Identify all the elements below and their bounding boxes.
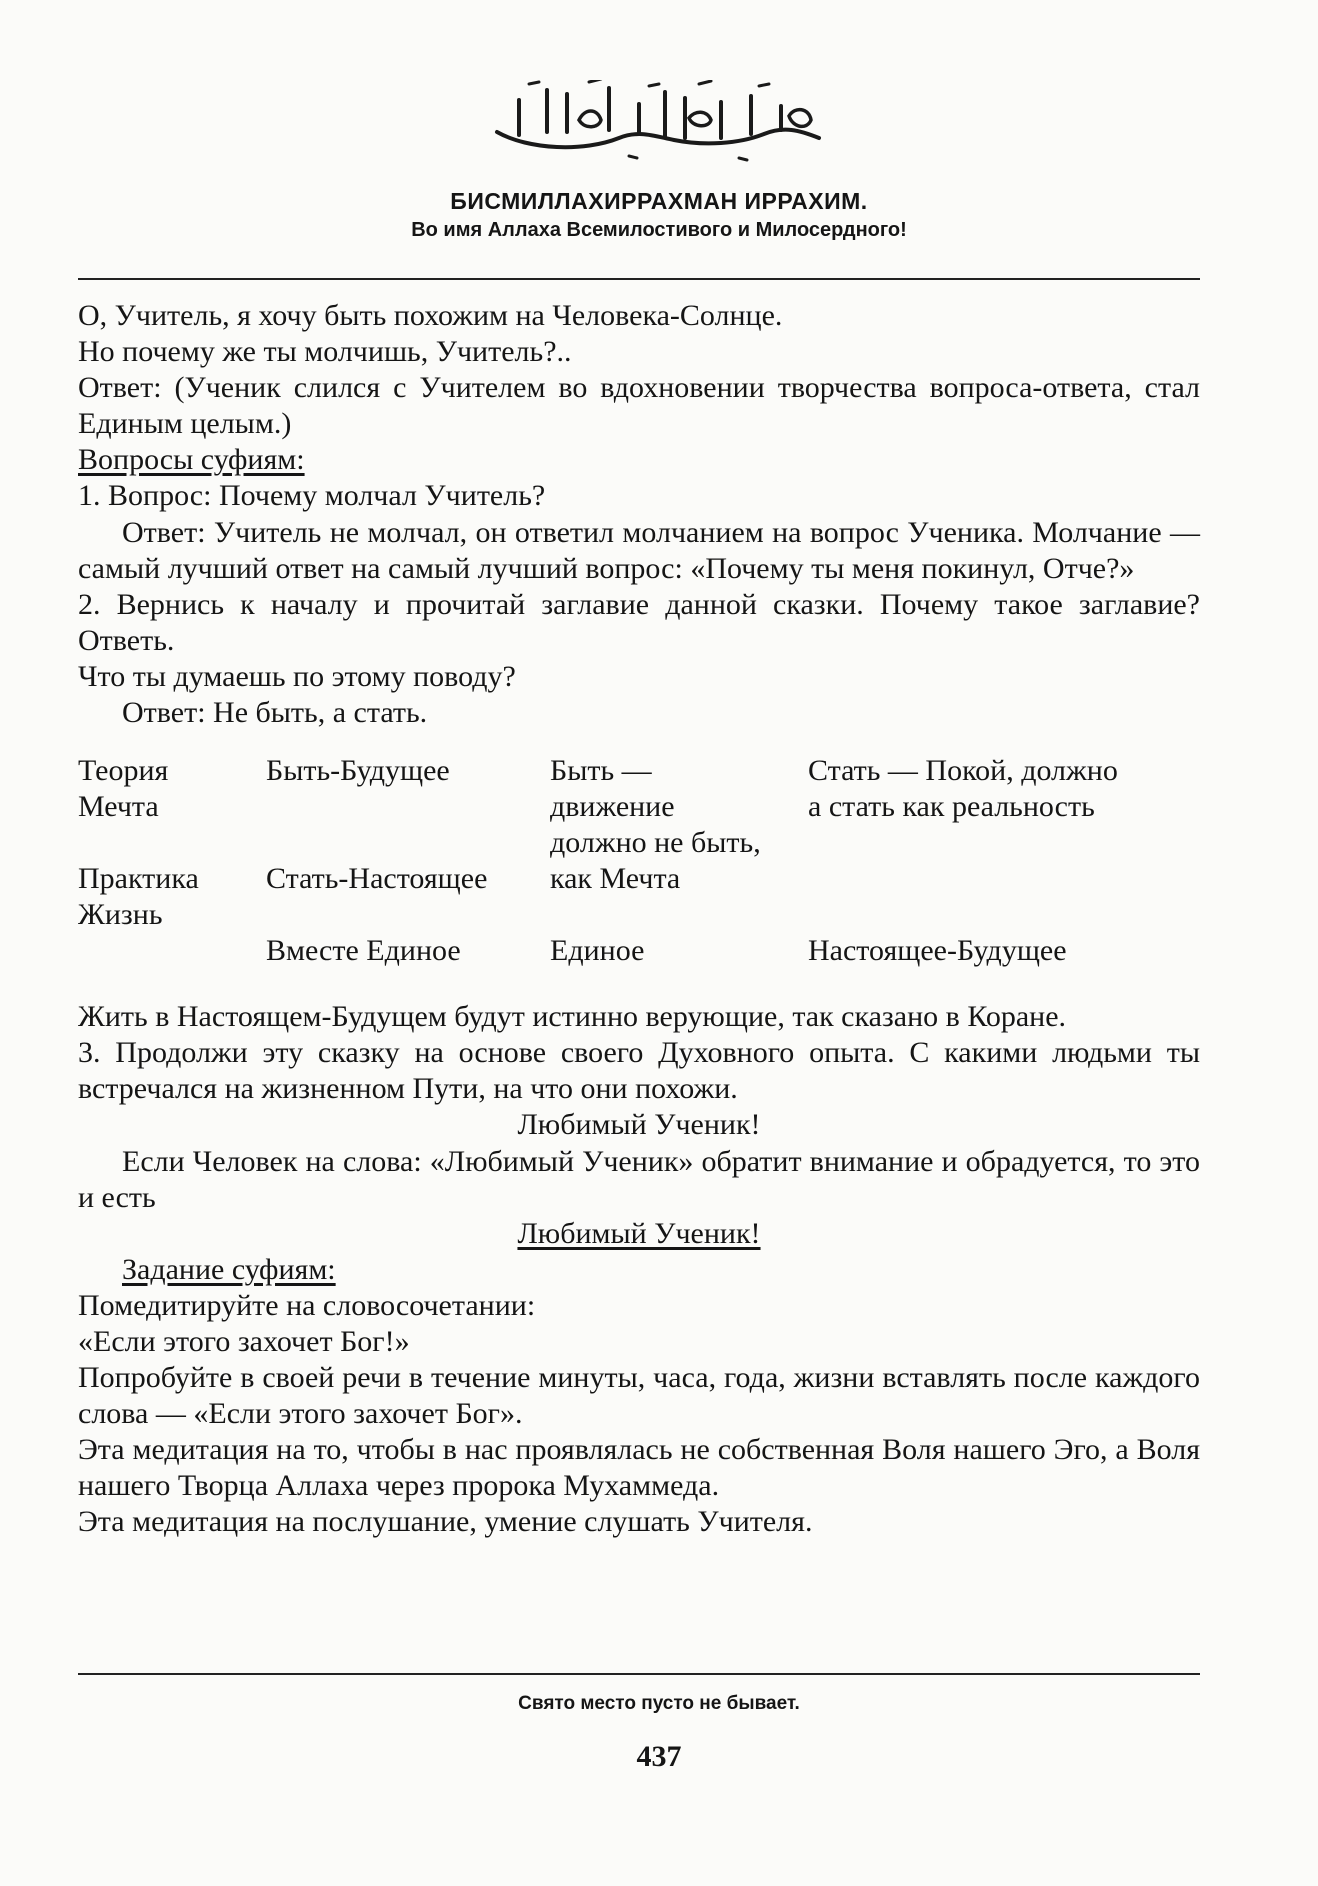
top-rule: [78, 278, 1200, 280]
bismillah-calligraphy: [489, 80, 829, 162]
answer: Ответ: Не быть, а стать.: [122, 696, 428, 730]
table-cell: Мечта: [78, 790, 159, 824]
table-cell: Быть-Будущее: [266, 754, 450, 788]
centered-underlined-line: Любимый Ученик!: [517, 1216, 761, 1250]
footer-proverb: Свято место пусто не бывает.: [518, 1693, 800, 1714]
table-cell: Стать — Покой, должно: [808, 754, 1118, 788]
paragraph: Эта медитация на послушание, умение слушать Учителя.: [78, 1505, 813, 1539]
paragraph: Эта медитация на то, чтобы в нас проявлялась не собственная Воля нашего Эго, а Воля нашего Творца Аллаха через пророка Мухаммеда.: [78, 1433, 1200, 1503]
table-cell: Настоящее-Будущее: [808, 934, 1067, 968]
table-cell: Жизнь: [78, 898, 163, 932]
header-title: БИСМИЛЛАХИРРАХМАН ИРРАХИМ.: [450, 188, 868, 214]
page-body: [78, 298, 1200, 1541]
centered-line: Любимый Ученик!: [517, 1108, 761, 1142]
table-cell: Быть —: [550, 754, 652, 788]
comparison-table: [78, 753, 1200, 999]
paragraph: Но почему же ты молчишь, Учитель?..: [78, 335, 572, 369]
question: Что ты думаешь по этому поводу?: [78, 659, 516, 693]
section-heading: Задание суфиям:: [122, 1252, 336, 1286]
paragraph: Жить в Настоящем-Будущем будут истинно верующие, так сказано в Коране.: [78, 1000, 1067, 1034]
question: 1. Вопрос: Почему молчал Учитель?: [78, 479, 546, 513]
table-cell: Вместе Единое: [266, 934, 461, 968]
table-cell: движение: [550, 790, 675, 824]
question: 3. Продолжи эту сказку на основе своего Духовного опыта. С какими людьми ты встречался на жизненном Пути, на что они похожи.: [78, 1036, 1200, 1106]
paragraph: «Если этого захочет Бог!»: [78, 1324, 410, 1358]
paragraph: Попробуйте в своей речи в течение минуты, часа, года, жизни вставлять после каждого слова — «Если этого захочет Бог».: [78, 1361, 1200, 1431]
answer: Ответ: Учитель не молчал, он ответил молчанием на вопрос Ученика. Молчание — самый лучший ответ на самый лучший вопрос: «Почему ты меня покинул, Отче?»: [78, 515, 1200, 585]
paragraph: О, Учитель, я хочу быть похожим на Человека-Солнце.: [78, 299, 783, 332]
bottom-rule: [78, 1673, 1200, 1675]
table-cell: Теория: [78, 754, 169, 788]
paragraph: Если Человек на слова: «Любимый Ученик» обратит внимание и обрадуется, то это и есть: [78, 1144, 1200, 1214]
question: 2. Вернись к началу и прочитай заглавие данной сказки. Почему такое заглавие? Ответь.: [78, 587, 1200, 657]
paragraph: Ответ: (Ученик слился с Учителем во вдохновении творчества вопроса-ответа, стал Единым целым.): [78, 371, 1200, 441]
table-cell: Практика: [78, 862, 199, 896]
page-number: 437: [636, 1740, 682, 1773]
table-cell: как Мечта: [550, 862, 681, 896]
table-cell: Стать-Настоящее: [266, 862, 488, 896]
table-cell: а стать как реальность: [808, 790, 1095, 824]
table-cell: должно не быть,: [550, 826, 761, 860]
page-header: [0, 80, 1318, 242]
paragraph: Помедитируйте на словосочетании:: [78, 1288, 536, 1322]
table-cell: Единое: [550, 934, 645, 968]
section-heading: Вопросы суфиям:: [78, 443, 305, 477]
header-subtitle: Во имя Аллаха Всемилостивого и Милосердного!: [411, 219, 907, 241]
